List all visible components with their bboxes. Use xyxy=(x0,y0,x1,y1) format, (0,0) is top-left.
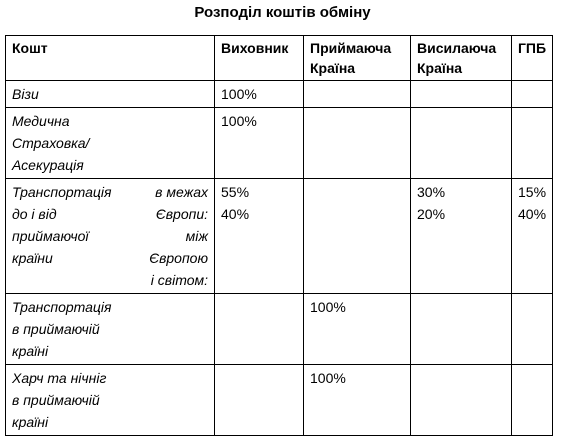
label-line: Асекурація xyxy=(12,157,84,173)
table-row-visas xyxy=(6,81,553,108)
sublabel-line: в межах xyxy=(155,184,208,200)
sublabel-line: Європою xyxy=(149,250,208,266)
header-sending-country xyxy=(411,36,512,81)
sublabel-line: між xyxy=(185,228,208,244)
cell-food-lodging-sending xyxy=(411,365,512,436)
label-line: Транспортація xyxy=(12,184,112,200)
cell-food-lodging-host: 100% xyxy=(304,365,411,436)
cell-transport-sending xyxy=(411,179,512,294)
label-line: в приймаючій xyxy=(12,392,100,408)
header-row xyxy=(6,36,553,81)
cell-insurance-host xyxy=(304,108,411,179)
header-sending-line1: Висилаюча xyxy=(417,40,497,56)
cell-transport-host xyxy=(304,179,411,294)
label-line: до і від xyxy=(12,206,57,222)
header-sending-line2: Країна xyxy=(417,60,463,76)
table-row-transport-in-host xyxy=(6,294,553,365)
header-host-line2: Країна xyxy=(310,60,356,76)
cell-insurance-gpb xyxy=(512,108,553,179)
cell-transport-gpb xyxy=(512,179,553,294)
cell-transport-in-host-gpb xyxy=(512,294,553,365)
label-line: країні xyxy=(12,414,49,430)
value-line: 55% xyxy=(221,184,250,200)
transport-sublabel xyxy=(149,181,208,291)
header-trainee: Виховник xyxy=(215,36,304,81)
label-line: Харч та нічніг xyxy=(12,370,107,386)
row-label-visas: Візи xyxy=(6,81,215,108)
label-line: Страховка/ xyxy=(12,135,90,151)
cell-visas-gpb xyxy=(512,81,553,108)
table-row-insurance xyxy=(6,108,553,179)
label-line: Медична xyxy=(12,113,70,129)
value-line: 30% xyxy=(417,184,446,200)
label-line: Транспортація xyxy=(12,299,112,315)
header-host-country xyxy=(304,36,411,81)
value-line: 20% xyxy=(417,206,446,222)
cost-distribution-table xyxy=(5,35,553,436)
cell-transport-in-host-host: 100% xyxy=(304,294,411,365)
label-line: в приймаючій xyxy=(12,321,100,337)
cell-visas-host xyxy=(304,81,411,108)
row-label-insurance xyxy=(6,108,215,179)
row-label-food-lodging xyxy=(6,365,215,436)
value-line: 40% xyxy=(518,206,547,222)
transport-label xyxy=(12,181,112,291)
value-line: 40% xyxy=(221,206,250,222)
cell-insurance-sending xyxy=(411,108,512,179)
label-line: приймаючої xyxy=(12,228,89,244)
sublabel-line: і світом: xyxy=(150,272,208,288)
header-gpb: ГПБ xyxy=(512,36,553,81)
cell-transport-in-host-sending xyxy=(411,294,512,365)
table-row-transport xyxy=(6,179,553,294)
label-line: країні xyxy=(12,343,49,359)
cell-transport-trainee xyxy=(215,179,304,294)
cell-transport-in-host-trainee xyxy=(215,294,304,365)
document-title: Розподіл коштів обміну xyxy=(194,4,371,21)
cell-food-lodging-trainee xyxy=(215,365,304,436)
label-line: країни xyxy=(12,250,53,266)
cell-insurance-trainee: 100% xyxy=(215,108,304,179)
cell-visas-trainee: 100% xyxy=(215,81,304,108)
value-line: 15% xyxy=(518,184,547,200)
header-cost: Кошт xyxy=(6,36,215,81)
sublabel-line: Європи: xyxy=(155,206,208,222)
cell-visas-sending xyxy=(411,81,512,108)
row-label-transport-in-host xyxy=(6,294,215,365)
cell-food-lodging-gpb xyxy=(512,365,553,436)
table-row-food-lodging xyxy=(6,365,553,436)
header-host-line1: Приймаюча xyxy=(310,40,392,56)
row-label-transport xyxy=(6,179,215,294)
